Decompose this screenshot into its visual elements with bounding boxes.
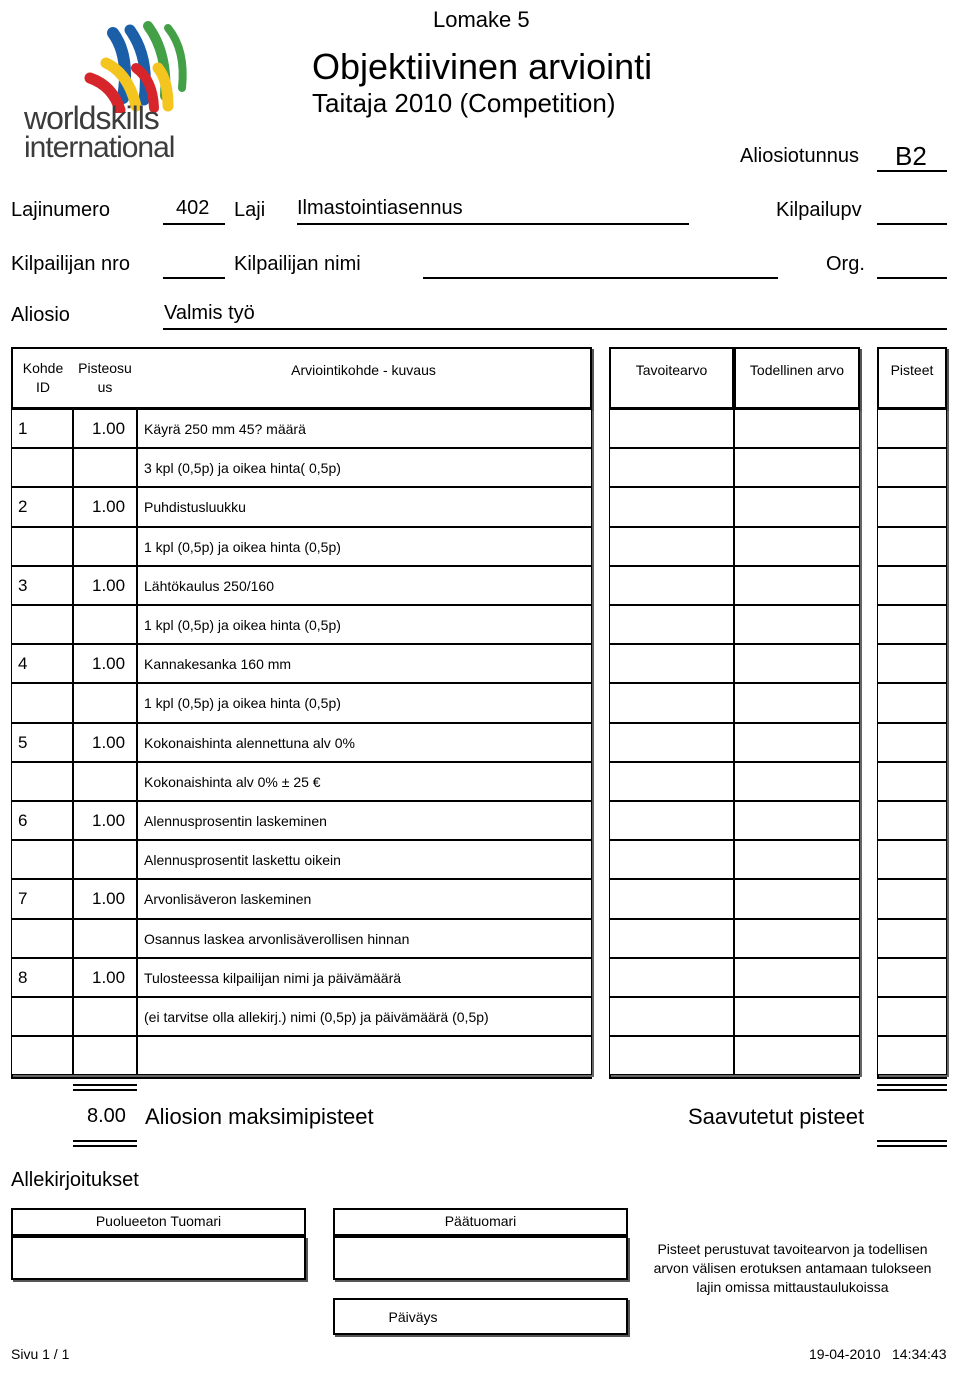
points-input-cell[interactable] bbox=[877, 487, 947, 526]
row-points: 1.00 bbox=[92, 889, 126, 909]
table-cell bbox=[73, 1036, 137, 1075]
max-points-label: Aliosion maksimipisteet bbox=[145, 1104, 374, 1129]
form-number: Lomake 5 bbox=[433, 7, 530, 32]
kilpailupv-label: Kilpailupv bbox=[776, 199, 862, 221]
target-value-cell[interactable] bbox=[609, 840, 734, 879]
actual-value-cell[interactable] bbox=[734, 487, 860, 526]
actual-value-cell[interactable] bbox=[734, 879, 860, 918]
date-label: Päiväys bbox=[388, 1308, 438, 1325]
points-input-cell[interactable] bbox=[877, 762, 947, 801]
actual-value-cell[interactable] bbox=[734, 919, 860, 958]
row-title: Kannakesanka 160 mm bbox=[144, 656, 292, 673]
points-input-cell[interactable] bbox=[877, 919, 947, 958]
points-input-cell[interactable] bbox=[877, 1036, 947, 1075]
target-value-cell[interactable] bbox=[609, 801, 734, 840]
row-detail: Alennusprosentit laskettu oikein bbox=[144, 852, 341, 869]
table-cell bbox=[11, 527, 73, 566]
row-detail: Kokonaishinta alv 0% ± 25 € bbox=[144, 773, 321, 790]
kilpailijan-nimi-label: Kilpailijan nimi bbox=[234, 253, 361, 275]
table-cell bbox=[73, 683, 137, 722]
kilpailijan-nro-line bbox=[163, 277, 225, 279]
logo-text-international: international bbox=[24, 131, 175, 164]
table-cell bbox=[11, 448, 73, 487]
table-cell bbox=[73, 997, 137, 1036]
table-cell bbox=[73, 919, 137, 958]
row-detail: 3 kpl (0,5p) ja oikea hinta( 0,5p) bbox=[144, 460, 341, 477]
header-kuvaus: Arviointikohde - kuvaus bbox=[291, 362, 436, 378]
row-title: Alennusprosentin laskeminen bbox=[144, 813, 327, 829]
row-title: Lähtökaulus 250/160 bbox=[144, 577, 274, 594]
table-cell bbox=[11, 997, 73, 1036]
target-value-cell[interactable] bbox=[609, 723, 734, 762]
actual-value-cell[interactable] bbox=[734, 566, 860, 605]
target-value-cell[interactable] bbox=[609, 958, 734, 997]
page-subtitle: Taitaja 2010 (Competition) bbox=[312, 88, 616, 118]
table-cell bbox=[73, 448, 137, 487]
achieved-points-label: Saavutetut pisteet bbox=[688, 1104, 865, 1129]
header-todellinen: Todellinen arvo bbox=[749, 362, 845, 378]
row-points: 1.00 bbox=[92, 811, 126, 830]
row-id: 2 bbox=[18, 497, 28, 517]
actual-value-cell[interactable] bbox=[734, 527, 860, 566]
target-value-cell[interactable] bbox=[609, 566, 734, 605]
judge-label: Puolueeton Tuomari bbox=[95, 1212, 222, 1229]
actual-value-cell[interactable] bbox=[734, 723, 860, 762]
scoring-note-line-1: Pisteet perustuvat tavoitearvon ja todellisen bbox=[657, 1240, 928, 1257]
table-cell bbox=[11, 840, 73, 879]
points-input-cell[interactable] bbox=[877, 409, 947, 448]
aliosio-value: Valmis työ bbox=[164, 302, 255, 324]
points-input-cell[interactable] bbox=[877, 840, 947, 879]
row-title: Kokonaishinta alennettuna alv 0% bbox=[144, 734, 355, 751]
points-input-cell[interactable] bbox=[877, 958, 947, 997]
table-cell bbox=[73, 840, 137, 879]
row-title: Arvonlisäveron laskeminen bbox=[144, 891, 312, 908]
points-input-cell[interactable] bbox=[877, 644, 947, 683]
row-points: 1.00 bbox=[92, 419, 126, 438]
laji-line bbox=[297, 223, 689, 225]
actual-value-cell[interactable] bbox=[734, 1036, 860, 1075]
worldskills-swoosh-icon bbox=[18, 18, 198, 113]
target-value-cell[interactable] bbox=[609, 644, 734, 683]
row-detail: 1 kpl (0,5p) ja oikea hinta (0,5p) bbox=[144, 538, 341, 555]
worldskills-logo bbox=[18, 18, 198, 168]
scoring-note-line-3: lajin omissa mittaustaulukoissa bbox=[696, 1278, 889, 1295]
header-pisteosuus bbox=[73, 349, 137, 407]
table-cell bbox=[73, 527, 137, 566]
table-cell bbox=[11, 683, 73, 722]
points-input-cell[interactable] bbox=[877, 683, 947, 722]
points-input-cell[interactable] bbox=[877, 801, 947, 840]
target-value-cell[interactable] bbox=[609, 997, 734, 1036]
target-value-cell[interactable] bbox=[609, 605, 734, 644]
row-points: 1.00 bbox=[92, 654, 126, 674]
row-points: 1.00 bbox=[92, 497, 126, 517]
row-points: 1.00 bbox=[92, 575, 126, 595]
scoring-note bbox=[645, 1240, 940, 1296]
actual-value-cell[interactable] bbox=[734, 448, 860, 487]
footer-time: 14:34:43 bbox=[892, 1346, 947, 1362]
points-input-cell[interactable] bbox=[877, 527, 947, 566]
row-title: Tulosteessa kilpailijan nimi ja päivämäärä bbox=[144, 969, 402, 986]
org-line bbox=[877, 277, 947, 279]
row-id: 3 bbox=[18, 575, 28, 595]
table-cell bbox=[73, 605, 137, 644]
header-kohde: Kohde bbox=[22, 360, 64, 376]
target-value-cell[interactable] bbox=[609, 409, 734, 448]
row-id: 5 bbox=[18, 732, 28, 752]
aliosiotunnus-value: B2 bbox=[895, 141, 927, 171]
judge-signature-field[interactable] bbox=[11, 1236, 306, 1280]
chief-judge-label: Päätuomari bbox=[444, 1212, 517, 1229]
actual-value-cell[interactable] bbox=[734, 801, 860, 840]
target-value-cell[interactable] bbox=[609, 527, 734, 566]
scoring-note-line-2: arvon välisen erotuksen antamaan tulokseen bbox=[653, 1259, 932, 1276]
actual-value-cell[interactable] bbox=[734, 762, 860, 801]
table-cell bbox=[11, 1036, 73, 1075]
target-value-cell[interactable] bbox=[609, 487, 734, 526]
lajinumero-label: Lajinumero bbox=[11, 199, 110, 221]
actual-value-cell[interactable] bbox=[734, 840, 860, 879]
footer-date: 19-04-2010 bbox=[809, 1346, 881, 1362]
actual-value-cell[interactable] bbox=[734, 409, 860, 448]
actual-value-cell[interactable] bbox=[734, 605, 860, 644]
table-cell bbox=[11, 605, 73, 644]
table-cell bbox=[73, 762, 137, 801]
points-input-cell[interactable] bbox=[877, 566, 947, 605]
achieved-bottom-line bbox=[877, 1140, 947, 1147]
aliosiotunnus-line bbox=[877, 170, 947, 172]
row-id: 7 bbox=[18, 889, 28, 909]
lajinumero-line bbox=[163, 223, 225, 225]
page-title: Objektiivinen arviointi bbox=[312, 46, 653, 87]
aliosio-label: Aliosio bbox=[11, 304, 70, 326]
kilpailijan-nimi-line bbox=[423, 277, 778, 279]
actual-value-cell[interactable] bbox=[734, 958, 860, 997]
laji-value: Ilmastointiasennus bbox=[297, 197, 463, 219]
points-input-cell[interactable] bbox=[877, 448, 947, 487]
chief-judge-signature-field[interactable] bbox=[333, 1236, 628, 1280]
points-input-cell[interactable] bbox=[877, 723, 947, 762]
max-points-top-line bbox=[73, 1084, 137, 1091]
page-number: Sivu 1 / 1 bbox=[11, 1346, 70, 1362]
target-value-cell[interactable] bbox=[609, 1036, 734, 1075]
header-kohde-id bbox=[13, 349, 73, 407]
row-id: 6 bbox=[18, 811, 28, 830]
org-label: Org. bbox=[826, 253, 865, 275]
target-value-cell[interactable] bbox=[609, 683, 734, 722]
achieved-top-line bbox=[877, 1084, 947, 1091]
kilpailijan-nro-label: Kilpailijan nro bbox=[11, 253, 130, 275]
row-points: 1.00 bbox=[92, 732, 126, 752]
max-points-bottom-line bbox=[73, 1140, 137, 1147]
row-detail: Osannus laskea arvonlisäverollisen hinnan bbox=[144, 930, 410, 947]
target-value-cell[interactable] bbox=[609, 448, 734, 487]
max-points-value: 8.00 bbox=[87, 1105, 126, 1127]
header-pisteosu: Pisteosu bbox=[78, 360, 132, 376]
row-id: 8 bbox=[18, 967, 28, 987]
points-input-cell[interactable] bbox=[877, 997, 947, 1036]
table-cell bbox=[137, 1036, 592, 1075]
row-detail: 1 kpl (0,5p) ja oikea hinta (0,5p) bbox=[144, 617, 341, 633]
table-cell bbox=[11, 919, 73, 958]
points-input-cell[interactable] bbox=[877, 879, 947, 918]
row-id: 1 bbox=[18, 419, 28, 438]
target-value-cell[interactable] bbox=[609, 919, 734, 958]
row-detail: 1 kpl (0,5p) ja oikea hinta (0,5p) bbox=[144, 695, 341, 712]
header-us: us bbox=[97, 379, 113, 395]
row-title: Käyrä 250 mm 45? määrä bbox=[144, 421, 306, 437]
row-points: 1.00 bbox=[92, 967, 126, 987]
row-title: Puhdistusluukku bbox=[144, 499, 246, 516]
laji-label: Laji bbox=[234, 199, 266, 221]
header-id: ID bbox=[36, 379, 50, 395]
row-detail: (ei tarvitse olla allekirj.) nimi (0,5p) ja päivämäärä (0,5p) bbox=[144, 1009, 489, 1025]
actual-value-cell[interactable] bbox=[734, 683, 860, 722]
lajinumero-value: 402 bbox=[176, 197, 210, 219]
actual-value-cell[interactable] bbox=[734, 997, 860, 1036]
target-value-cell[interactable] bbox=[609, 879, 734, 918]
logo-text-worldskills: worldskills bbox=[24, 100, 159, 136]
row-id: 4 bbox=[18, 654, 28, 674]
actual-value-cell[interactable] bbox=[734, 644, 860, 683]
table-cell bbox=[11, 762, 73, 801]
kilpailupv-line bbox=[877, 223, 947, 225]
aliosio-line bbox=[163, 328, 947, 330]
header-tavoitearvo: Tavoitearvo bbox=[635, 362, 708, 378]
header-pisteet: Pisteet bbox=[890, 362, 934, 378]
aliosiotunnus-label: Aliosiotunnus bbox=[740, 145, 859, 167]
points-input-cell[interactable] bbox=[877, 605, 947, 644]
target-value-cell[interactable] bbox=[609, 762, 734, 801]
signatures-title: Allekirjoitukset bbox=[11, 1169, 139, 1191]
